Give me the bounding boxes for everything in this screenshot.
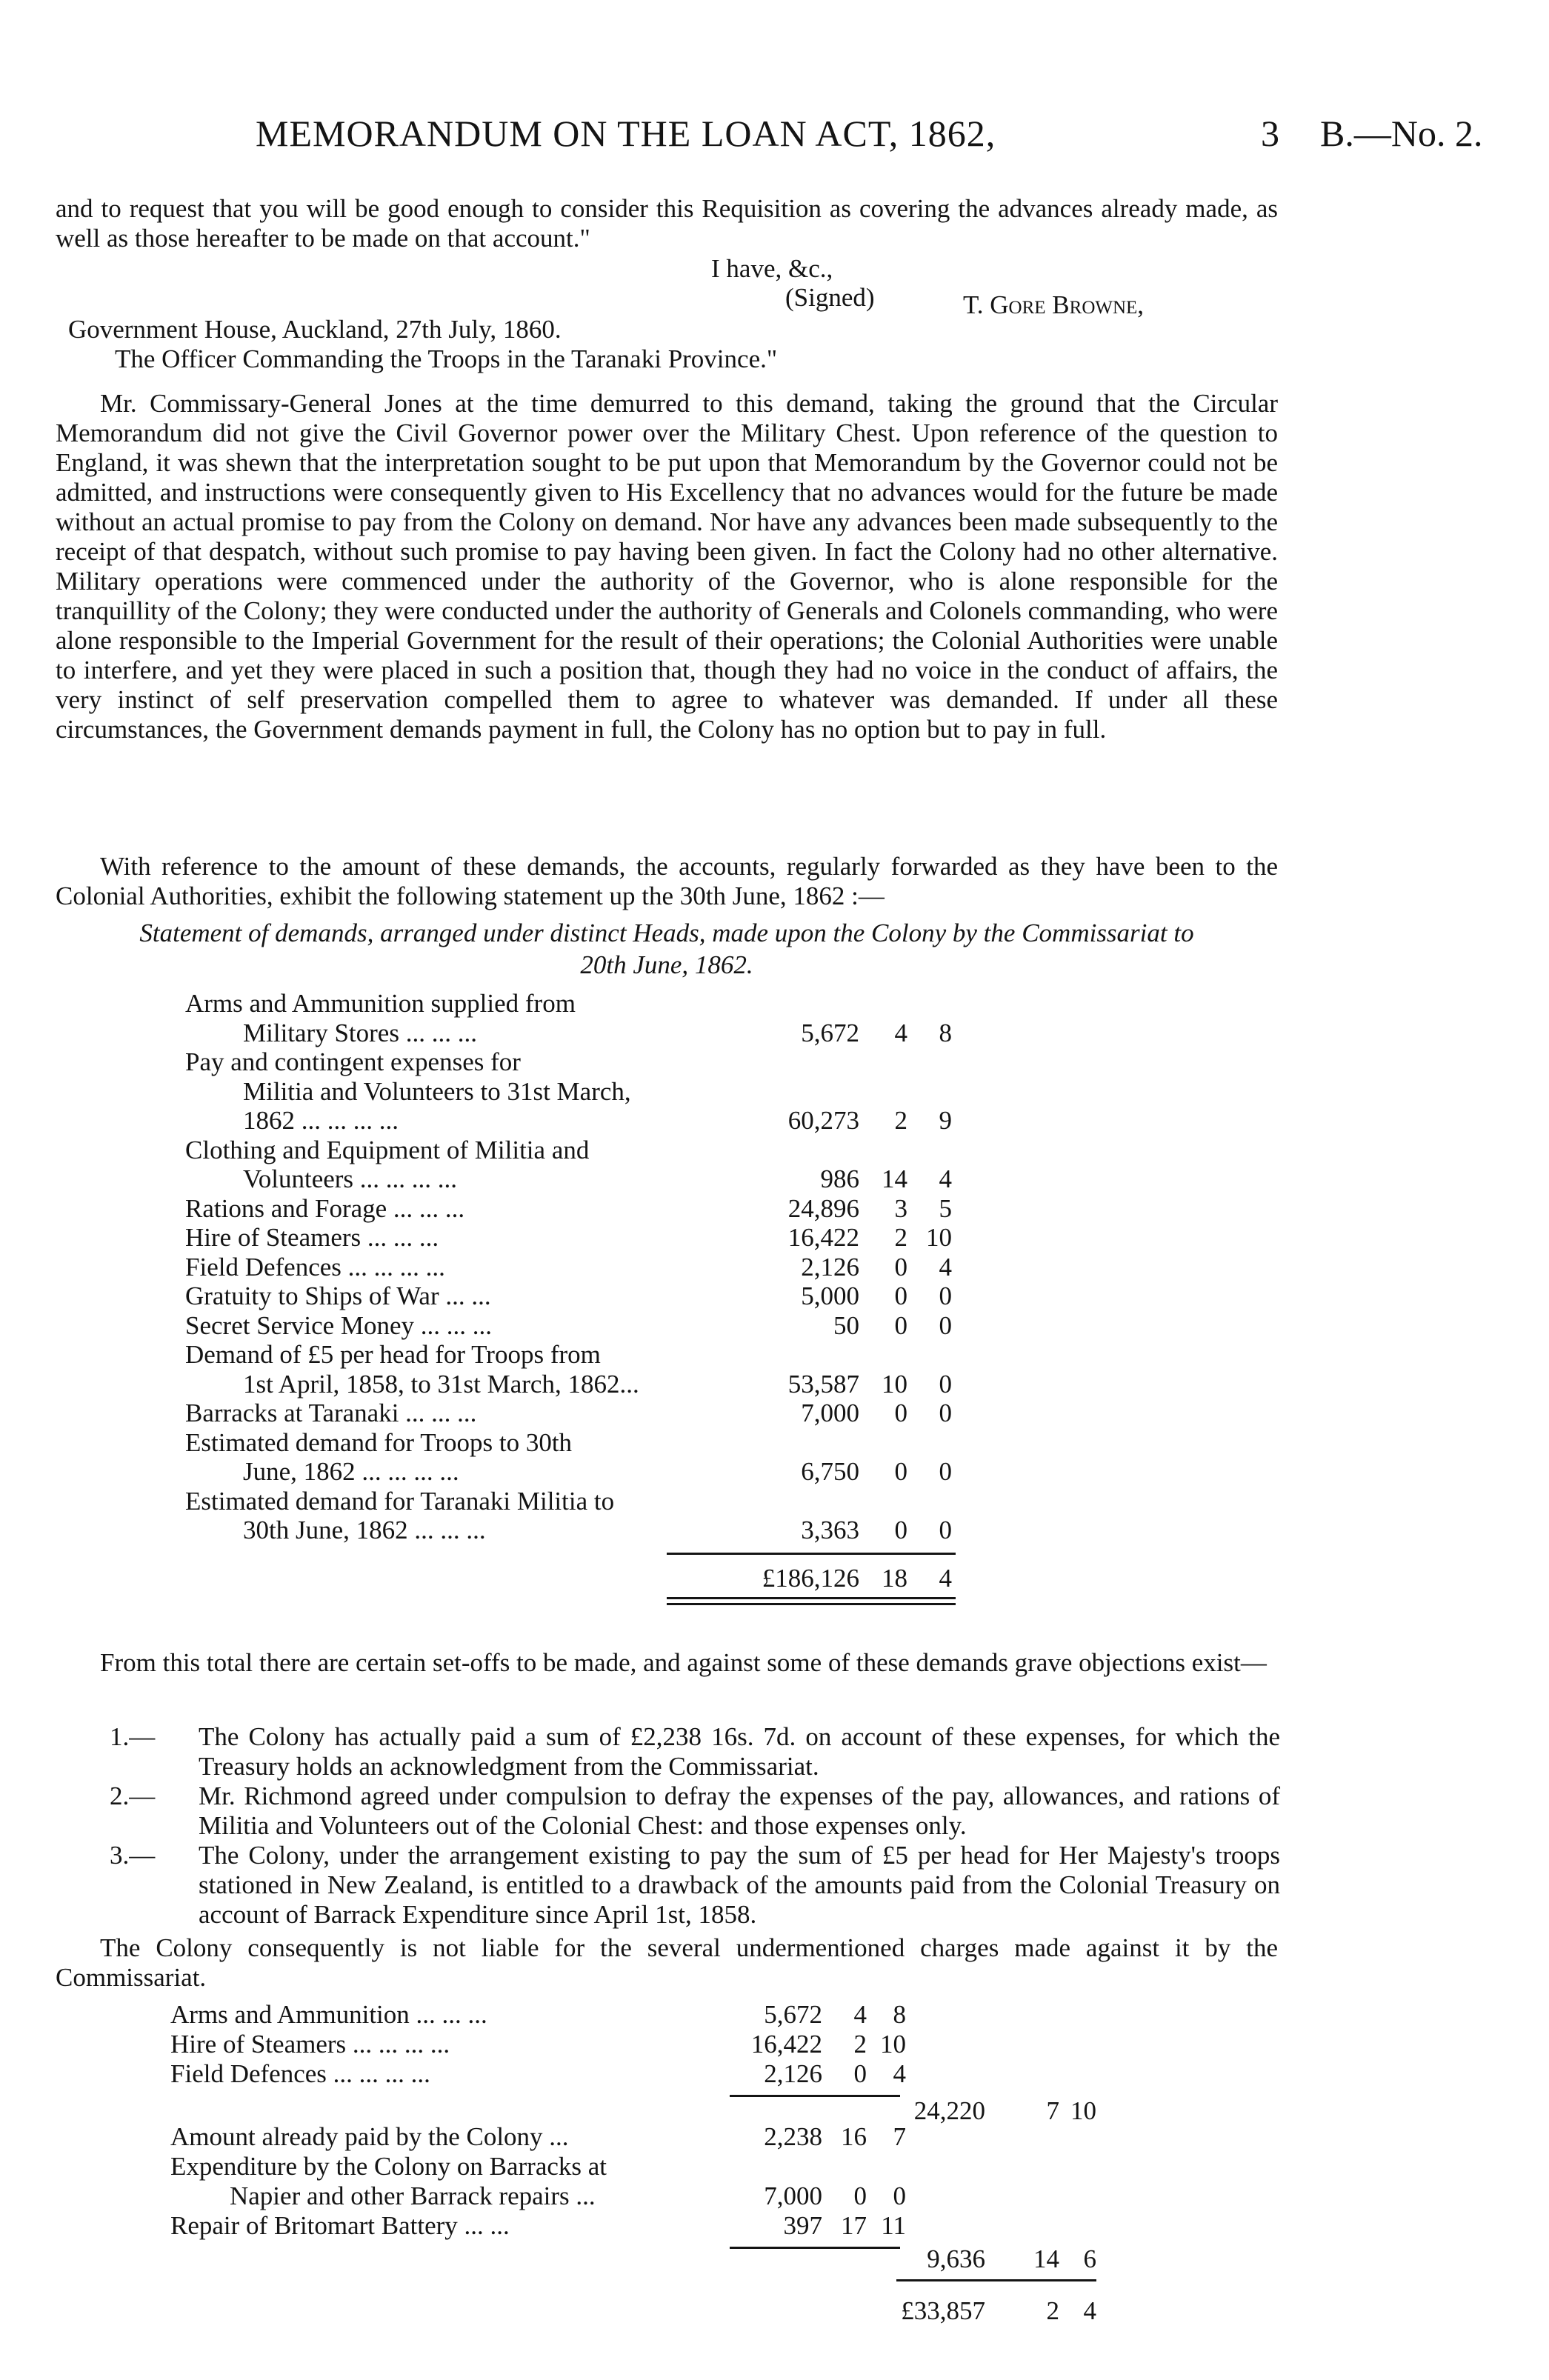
amount-pence: 4 xyxy=(939,1252,952,1281)
charge-shillings: 0 xyxy=(853,2059,867,2088)
closing-line: I have, &c., xyxy=(711,254,833,283)
amount-shillings: 10 xyxy=(882,1369,907,1399)
charge-label: Field Defences ... ... ... ... xyxy=(170,2059,430,2088)
amount-pounds: 986 xyxy=(820,1164,859,1193)
amount-pence: 0 xyxy=(939,1310,952,1340)
group-total-pence: 10 xyxy=(1070,2096,1096,2125)
signed-label: (Signed) xyxy=(785,283,875,312)
charge-pence: 4 xyxy=(893,2059,906,2088)
amount-pounds: 5,672 xyxy=(801,1018,859,1047)
amount-pence: 4 xyxy=(939,1164,952,1193)
charge-pence: 8 xyxy=(893,2000,906,2029)
amount-pounds: 16,422 xyxy=(787,1223,859,1252)
page-number: 3 xyxy=(1261,113,1279,154)
group-total-pounds: 9,636 xyxy=(927,2244,985,2273)
paragraph-setoffs: From this total there are certain set-offs to be made, and against some of these demands grave objections exist— xyxy=(100,1648,1267,1677)
row-label: Demand of £5 per head for Troops from xyxy=(185,1340,601,1369)
amount-shillings: 2 xyxy=(894,1223,907,1252)
charge-shillings: 17 xyxy=(841,2211,867,2240)
list-item xyxy=(110,1841,1280,1930)
list-item xyxy=(110,1722,1280,1781)
amount-shillings: 4 xyxy=(894,1018,907,1047)
item-text: The Colony, under the arrangement existing to pay the sum of £5 per head for Her Majesty's troops stationed in New Zealand, is entitled to a drawback of the amounts paid from the Colonial Treasury on account of Barrack Expenditure since April 1st, 1858. xyxy=(199,1841,1280,1929)
page-header xyxy=(0,113,1549,163)
charge-pounds: 5,672 xyxy=(764,2000,822,2029)
group-total-pounds: 24,220 xyxy=(913,2096,985,2125)
paragraph-accounts: With reference to the amount of these demands, the accounts, regularly forwarded as they have been to the Colonial Authorities, exhibit the following statement up the 30th June, 1862 :— xyxy=(56,852,1278,910)
charge-pence: 11 xyxy=(881,2211,906,2240)
row-label-continued: 1862 ... ... ... ... xyxy=(243,1106,399,1135)
charge-pence: 10 xyxy=(880,2030,906,2059)
grand-total-rule xyxy=(896,2279,1096,2281)
statement-caption: Statement of demands, arranged under distinct Heads, made upon the Colony by the Commissariat to xyxy=(139,919,1194,947)
amount-shillings: 2 xyxy=(894,1106,907,1135)
row-label-continued: 30th June, 1862 ... ... ... xyxy=(243,1516,486,1544)
grand-total-pounds: £33,857 xyxy=(901,2296,985,2325)
place-and-date: Government House, Auckland, 27th July, 1860. xyxy=(68,315,562,344)
row-label: Estimated demand for Taranaki Militia to xyxy=(185,1486,615,1516)
amount-shillings: 0 xyxy=(894,1281,907,1310)
total-pence: 4 xyxy=(939,1563,952,1593)
amount-shillings: 0 xyxy=(894,1252,907,1281)
amount-pence: 0 xyxy=(939,1399,952,1427)
amount-pounds: 24,896 xyxy=(787,1193,859,1223)
group-total-shillings: 14 xyxy=(1033,2244,1059,2273)
amount-shillings: 0 xyxy=(894,1399,907,1427)
charge-label: Expenditure by the Colony on Barracks at xyxy=(170,2152,607,2181)
charge-pounds: 2,126 xyxy=(764,2059,822,2088)
paragraph-not-liable: The Colony consequently is not liable for the several undermentioned charges made against it by the Commissariat. xyxy=(56,1933,1278,1992)
charge-shillings: 0 xyxy=(853,2181,867,2210)
amount-pence: 0 xyxy=(939,1516,952,1544)
charge-shillings: 2 xyxy=(853,2030,867,2059)
row-label: Pay and contingent expenses for xyxy=(185,1047,521,1076)
running-title: MEMORANDUM ON THE LOAN ACT, 1862, xyxy=(256,113,996,154)
amount-pounds: 6,750 xyxy=(801,1457,859,1486)
total-double-rule xyxy=(667,1597,956,1605)
charge-shillings: 4 xyxy=(853,2000,867,2029)
row-label-continued: June, 1862 ... ... ... ... xyxy=(243,1457,459,1486)
total-pounds: £186,126 xyxy=(762,1563,859,1593)
row-label-continued: Military Stores ... ... ... xyxy=(243,1018,477,1047)
grand-total-pence: 4 xyxy=(1083,2296,1096,2325)
amount-pence: 10 xyxy=(926,1223,952,1252)
amount-pounds: 2,126 xyxy=(801,1252,859,1281)
item-text: The Colony has actually paid a sum of £2,238 16s. 7d. on account of these expenses, for which the Treasury holds an acknowledgment from the Commissariat. xyxy=(199,1722,1280,1781)
amount-shillings: 0 xyxy=(894,1310,907,1340)
grand-total-shillings: 2 xyxy=(1046,2296,1059,2325)
total-shillings: 18 xyxy=(882,1563,907,1593)
amount-pence: 8 xyxy=(939,1018,952,1047)
amount-shillings: 0 xyxy=(894,1457,907,1486)
amount-pence: 5 xyxy=(939,1193,952,1223)
charge-pounds: 16,422 xyxy=(750,2030,822,2059)
row-label-continued: Volunteers ... ... ... ... xyxy=(243,1164,458,1193)
amount-pence: 0 xyxy=(939,1457,952,1486)
amount-shillings: 0 xyxy=(894,1516,907,1544)
row-label: Barracks at Taranaki ... ... ... xyxy=(185,1399,477,1427)
total-row xyxy=(185,1564,956,1593)
charge-label: Repair of Britomart Battery ... ... xyxy=(170,2211,510,2240)
signature-name: T. Gore Browne, xyxy=(963,290,1145,319)
row-label: Secret Service Money ... ... ... xyxy=(185,1310,493,1340)
charge-pence: 7 xyxy=(893,2122,906,2151)
item-text: Mr. Richmond agreed under compulsion to defray the expenses of the pay, allowances, and rations of Militia and Volunteers out of the Colonial Chest: and those expenses only. xyxy=(199,1781,1280,1840)
intro-text: and to request that you will be good enough to consider this Requisition as covering the advances already made, as well as those hereafter to be made on that account." xyxy=(56,194,1278,253)
charge-pounds: 2,238 xyxy=(764,2122,822,2151)
row-label: Estimated demand for Troops to 30th xyxy=(185,1427,573,1457)
amount-shillings: 3 xyxy=(894,1193,907,1223)
amount-pence: 0 xyxy=(939,1369,952,1399)
statement-caption-date: 20th June, 1862. xyxy=(580,950,753,979)
amount-pounds: 60,273 xyxy=(787,1106,859,1135)
list-item xyxy=(110,1781,1280,1841)
document-reference: B.—No. 2. xyxy=(1320,113,1483,154)
charge-pounds: 7,000 xyxy=(764,2181,822,2210)
amount-pounds: 5,000 xyxy=(801,1281,859,1310)
row-label: Rations and Forage ... ... ... xyxy=(185,1193,465,1223)
objections-list xyxy=(110,1722,1280,1930)
amount-pence: 0 xyxy=(939,1281,952,1310)
row-label: Arms and Ammunition supplied from xyxy=(185,989,576,1018)
addressee: The Officer Commanding the Troops in the Taranaki Province." xyxy=(115,344,778,373)
row-label: Hire of Steamers ... ... ... xyxy=(185,1223,439,1252)
group-total-pence: 6 xyxy=(1083,2244,1096,2273)
row-label: Field Defences ... ... ... ... xyxy=(185,1252,445,1281)
charge-label-continued: Napier and other Barrack repairs ... xyxy=(230,2181,596,2210)
group-total-shillings: 7 xyxy=(1046,2096,1059,2125)
amount-pounds: 50 xyxy=(833,1310,859,1340)
amount-shillings: 14 xyxy=(882,1164,907,1193)
row-label: Gratuity to Ships of War ... ... xyxy=(185,1281,491,1310)
row-label-continued: 1st April, 1858, to 31st March, 1862... xyxy=(243,1369,639,1399)
item-number: 1.— xyxy=(110,1722,156,1751)
item-number: 2.— xyxy=(110,1781,156,1810)
item-number: 3.— xyxy=(110,1841,156,1870)
amount-pounds: 3,363 xyxy=(801,1516,859,1544)
total-rule xyxy=(667,1553,956,1555)
row-label: Clothing and Equipment of Militia and xyxy=(185,1135,590,1164)
charge-label: Amount already paid by the Colony ... xyxy=(170,2122,569,2151)
amount-pounds: 53,587 xyxy=(787,1369,859,1399)
paragraph-commissary: Mr. Commissary-General Jones at the time demurred to this demand, taking the ground that the Circular Memorandum did not give the Civil Governor power over the Military Chest. Upon reference of the question to England, it was shewn that the interpretation sought to be put upon that Memorandum by the Governor could not be admitted, and instructions were consequently given to His Excellency that no advances would for the future be made without an actual promise to pay from the Colony on demand. Nor have any advances been made subsequently to the receipt of that despatch, without such promise to pay having been given. In fact the Colony had no other alternative. Military operations were commenced under the authority of the Governor, who is alone responsible for the tranquillity of the Colony; they were conducted under the authority of Generals and Colonels commanding, who were alone responsible to the Imperial Government for the result of their operations; the Colonial Authorities were unable to interfere, and yet they were placed in such a position that, though they had no voice in the conduct of affairs, the very instinct of self preservation compelled them to agree to whatever was demanded. If under all these circumstances, the Government demands payment in full, the Colony has no option but to pay in full. xyxy=(56,389,1278,744)
amount-pence: 9 xyxy=(939,1106,952,1135)
amount-pounds: 7,000 xyxy=(801,1399,859,1427)
charge-label: Hire of Steamers ... ... ... ... xyxy=(170,2030,450,2059)
charge-pounds: 397 xyxy=(783,2211,822,2240)
charge-pence: 0 xyxy=(893,2181,906,2210)
charge-label: Arms and Ammunition ... ... ... xyxy=(170,2000,487,2029)
charge-shillings: 16 xyxy=(841,2122,867,2151)
row-label-continued: Militia and Volunteers to 31st March, xyxy=(243,1076,631,1106)
